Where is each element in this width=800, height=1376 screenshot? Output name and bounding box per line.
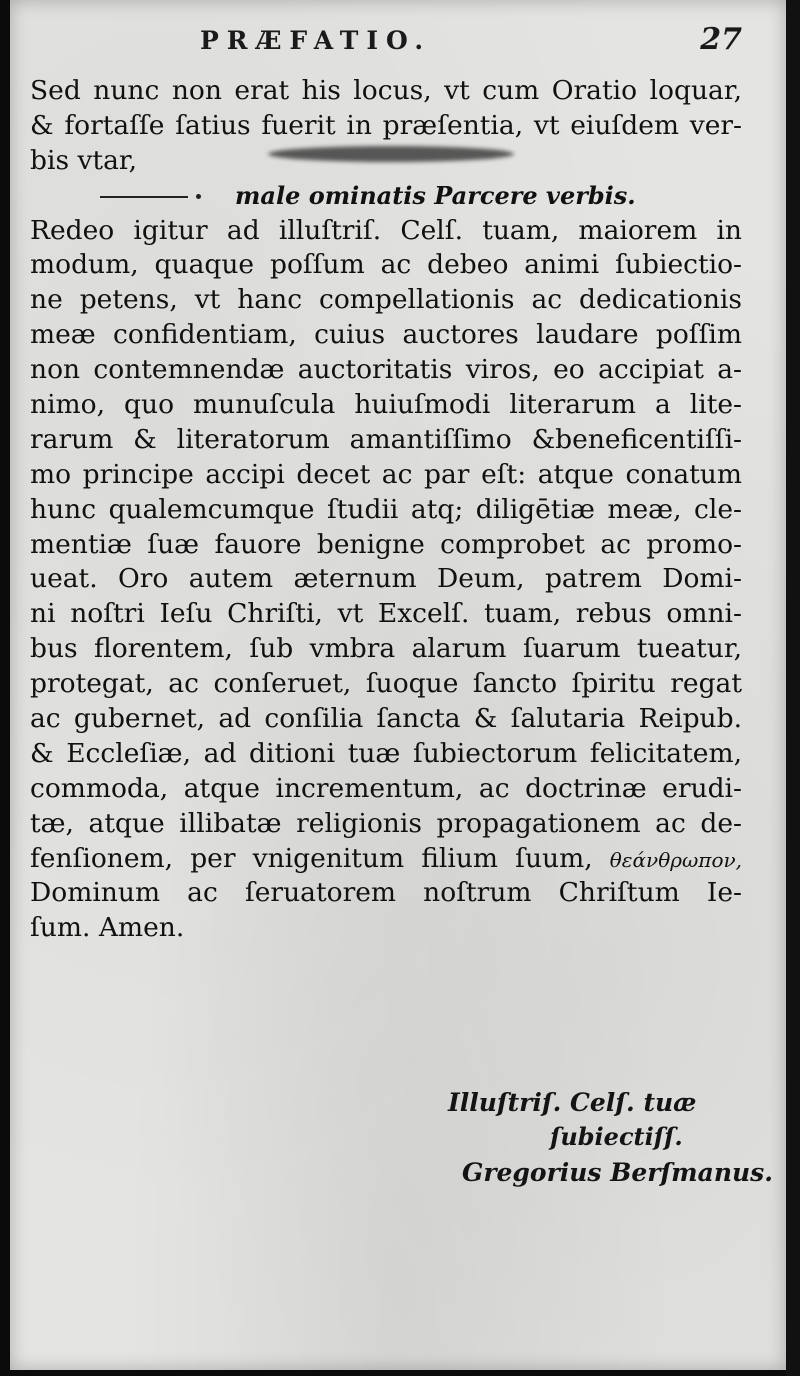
- text-line: & Eccleſiæ, ad ditioni tuæ ſubiectorum felicitatem,: [30, 737, 742, 769]
- text-line: ueat. Oro autem æternum Deum, patrem Domi-: [30, 563, 742, 595]
- text-line: Dominum ac ſeruatorem noſtrum Chriſtum Ie-: [30, 877, 742, 909]
- signature-devotion: ſubiectiſſ.: [550, 1122, 683, 1151]
- body-text: [30, 74, 742, 946]
- text-line: modum, quaque poſſum ac debeo animi ſubiectio-: [30, 249, 742, 281]
- verse-quotation: [30, 179, 742, 214]
- dash-rule: [100, 196, 188, 198]
- signature-salutation: Illuſtriſ. Celſ. tuæ: [448, 1088, 697, 1117]
- quote-text: male ominatis Parcere verbis.: [235, 180, 636, 210]
- text-line: rarum & literatorum amantiſſimo &beneficentiſſi-: [30, 423, 742, 455]
- text-line-with-greek: [30, 842, 742, 877]
- text-line: ni noſtri Ieſu Chriſti, vt Excelſ. tuam, rebus omni-: [30, 598, 742, 630]
- text-line: commoda, atque incrementum, ac doctrinæ erudi-: [30, 772, 742, 804]
- book-page: [10, 0, 786, 1370]
- text-line: nimo, quo munuſcula huiuſmodi literarum a lite-: [30, 389, 742, 421]
- text-line: ſum. Amen.: [30, 912, 185, 944]
- text-line: bus florentem, ſub vmbra alarum ſuarum tueatur,: [30, 633, 742, 665]
- text-line: protegat, ac conſeruet, ſuoque ſancto ſpiritu regat: [30, 668, 742, 700]
- text-line: meæ confidentiam, cuius auctores laudare poſſim: [30, 319, 742, 351]
- text-line: bis vtar,: [30, 144, 138, 176]
- text-line: Sed nunc non erat his locus, vt cum Oratio loquar,: [30, 75, 742, 106]
- text-line: ac gubernet, ad conſilia ſancta & ſalutaria Reipub.: [30, 703, 742, 735]
- text-line: ne petens, vt hanc compellationis ac dedicationis: [30, 284, 742, 316]
- text-line: mo principe accipi decet ac par eſt: atque conatum: [30, 458, 742, 490]
- text-line: tæ, atque illibatæ religionis propagationem ac de-: [30, 807, 742, 839]
- text-line: non contemnendæ auctoritatis viros, eo accipiat a-: [30, 354, 742, 386]
- page-number: 27: [700, 22, 742, 57]
- greek-word: θεάνθρωπον,: [609, 847, 742, 872]
- binding-shadow: [786, 0, 800, 1376]
- text-line: Redeo igitur ad illuſtriſ. Celſ. tuam, maiorem in: [30, 214, 742, 246]
- text-line: hunc qualemcumque ſtudii atq; diligētiæ meæ, cle-: [30, 493, 742, 525]
- dash-dot: [196, 194, 201, 199]
- text-segment: fenſionem, per vnigenitum filium ſuum,: [30, 842, 593, 874]
- running-head: PRÆFATIO.: [200, 26, 432, 55]
- text-line: & fortaſſe ſatius fuerit in præſentia, vt eiuſdem ver-: [30, 109, 742, 141]
- signature-author: Gregorius Berſmanus.: [462, 1158, 773, 1187]
- text-line: mentiæ ſuæ fauore benigne comprobet ac promo-: [30, 528, 742, 560]
